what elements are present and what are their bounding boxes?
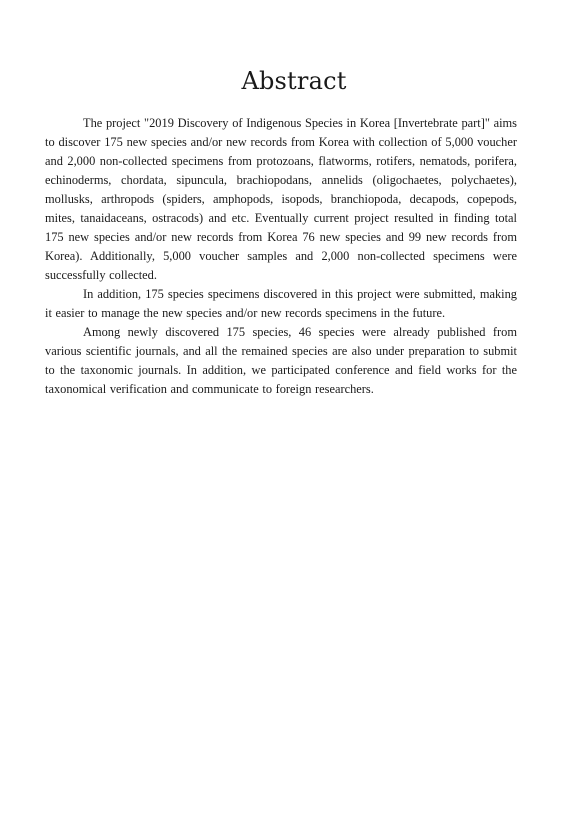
abstract-paragraph-1: The project "2019 Discovery of Indigenous Species in Korea [Invertebrate part]" aims to discover 175 new species and/or new records from Korea with collection of 5,000 voucher and 2,000 non-collected specimens from protozoans, flatworms, rotifers, nematods, porifera, echinoderms, chordata, sipuncula, brachiopodans, annelids (oligochaetes, polychaetes), mollusks, arthropods (spiders, amphopods, isopods, branchiopoda, decapods, copepods, mites, tanaidaceans, ostracods) and etc. Eventually current project resulted in finding total 175 new species and/or new records from Korea 76 new species and 99 new records from Korea). Additionally, 5,000 voucher samples and 2,000 non-collected specimens were successfully collected. [45, 116, 517, 282]
abstract-paragraph-3: Among newly discovered 175 species, 46 species were already published from various scientific journals, and all the remained species are also under preparation to submit to the taxonomic journals. In addition, we participated conference and field works for the taxonomical verification and communicate to foreign researchers. [45, 325, 517, 396]
page-title: Abstract [241, 67, 347, 95]
abstract-body [45, 114, 517, 399]
abstract-paragraph-2: In addition, 175 species specimens discovered in this project were submitted, making it easier to manage the new species and/or new records specimens in the future. [45, 287, 517, 320]
